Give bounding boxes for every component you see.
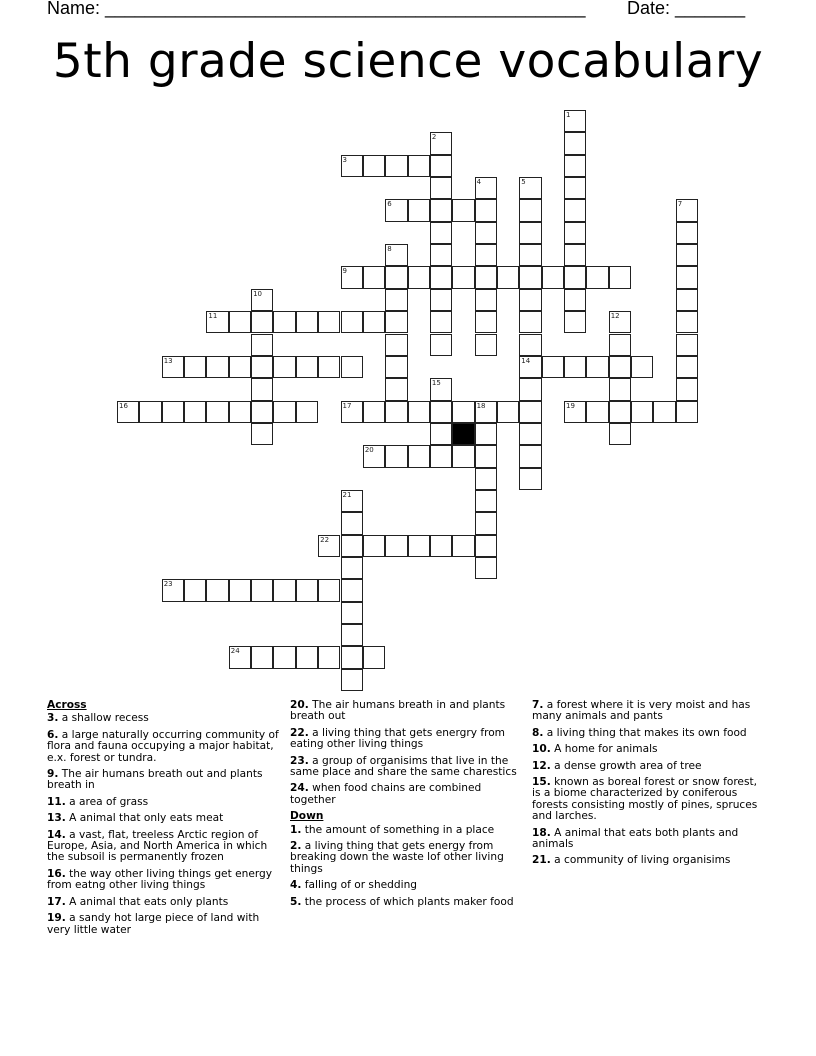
- clue-down-4: 4. falling of or shedding: [290, 879, 418, 892]
- crossword-cell[interactable]: [475, 177, 497, 199]
- crossword-cell[interactable]: [564, 401, 586, 423]
- crossword-cell[interactable]: [296, 311, 318, 333]
- crossword-cell[interactable]: [341, 624, 363, 646]
- crossword-cell[interactable]: [676, 334, 698, 356]
- crossword-cell[interactable]: [408, 401, 430, 423]
- crossword-cell[interactable]: [542, 266, 564, 288]
- crossword-cell[interactable]: [676, 356, 698, 378]
- crossword-cell[interactable]: [206, 311, 228, 333]
- clue-down-15: 15. known as boreal forest or snow forest, is a biome characterized by coniferous forests consisting mostly of pines, spruces and larches.: [532, 776, 758, 823]
- crossword-cell[interactable]: [251, 401, 273, 423]
- crossword-cell[interactable]: [609, 401, 631, 423]
- crossword-cell[interactable]: [251, 579, 273, 601]
- clue-down-8: 8. a living thing that makes its own food: [532, 726, 747, 739]
- crossword-cell[interactable]: [341, 311, 363, 333]
- clue-number: 6: [387, 200, 392, 209]
- clue-number: 21: [342, 490, 352, 499]
- crossword-cell[interactable]: [475, 222, 497, 244]
- crossword-cell[interactable]: [162, 579, 184, 601]
- crossword-cell[interactable]: [385, 401, 407, 423]
- crossword-cell[interactable]: [430, 334, 452, 356]
- clue-across-24: 24. when food chains are combined together: [290, 782, 482, 806]
- clue-number: 22: [320, 535, 330, 544]
- clue-number: 10: [253, 289, 263, 298]
- crossword-cell[interactable]: [475, 266, 497, 288]
- crossword-cell[interactable]: [564, 244, 586, 266]
- crossword-cell[interactable]: [206, 579, 228, 601]
- clue-across-6: 6. a large naturally occurring community of flora and fauna occupying a major habitat, e.x. forest or tundra.: [47, 728, 279, 764]
- crossword-cell[interactable]: [408, 535, 430, 557]
- crossword-cell[interactable]: [586, 356, 608, 378]
- crossword-cell[interactable]: [385, 289, 407, 311]
- crossword-cell[interactable]: [676, 199, 698, 221]
- crossword-cell[interactable]: [586, 401, 608, 423]
- clue-number: 24: [230, 647, 240, 656]
- crossword-cell[interactable]: [676, 244, 698, 266]
- crossword-cell[interactable]: [609, 423, 631, 445]
- crossword-cell[interactable]: [676, 266, 698, 288]
- crossword-cell[interactable]: [676, 289, 698, 311]
- crossword-cell[interactable]: [162, 401, 184, 423]
- clue-across-13: 13. A animal that only eats meat: [47, 812, 224, 825]
- page-title: 5th grade science vocabulary: [52, 34, 764, 89]
- crossword-cell[interactable]: [363, 535, 385, 557]
- crossword-cell[interactable]: [475, 512, 497, 534]
- crossword-cell[interactable]: [273, 356, 295, 378]
- clue-down-10: 10. A home for animals: [532, 743, 658, 756]
- clue-number: 5: [521, 178, 526, 187]
- crossword-cell[interactable]: [452, 445, 474, 467]
- crossword-cell[interactable]: [385, 311, 407, 333]
- clue-number: 4: [476, 178, 482, 187]
- crossword-cell[interactable]: [229, 401, 251, 423]
- clue-across-23: 23. a group of organisims that live in the same place and share the same charestics: [290, 754, 517, 779]
- crossword-cell[interactable]: [430, 266, 452, 288]
- crossword-cell[interactable]: [229, 579, 251, 601]
- crossword-cell[interactable]: [676, 222, 698, 244]
- clue-number: 18: [476, 401, 486, 410]
- crossword-cell[interactable]: [296, 579, 318, 601]
- crossword-cell[interactable]: [519, 289, 541, 311]
- crossword-cell[interactable]: [452, 266, 474, 288]
- down-heading: Down: [290, 810, 324, 823]
- clue-down-5: 5. the process of which plants maker food: [290, 895, 514, 908]
- clue-number: 7: [677, 200, 683, 209]
- crossword-cell[interactable]: [519, 266, 541, 288]
- crossword-cell[interactable]: [341, 266, 363, 288]
- crossword-cell[interactable]: [296, 401, 318, 423]
- crossword-cell[interactable]: [318, 535, 340, 557]
- crossword-cell[interactable]: [229, 646, 251, 668]
- crossword-cell[interactable]: [184, 579, 206, 601]
- crossword-cell[interactable]: [273, 579, 295, 601]
- crossword-cell[interactable]: [542, 356, 564, 378]
- clue-across-17: 17. A animal that eats only plants: [47, 895, 229, 908]
- crossword-cell[interactable]: [519, 468, 541, 490]
- clue-number: 13: [163, 356, 173, 365]
- crossword-cell[interactable]: [497, 266, 519, 288]
- crossword-cell[interactable]: [475, 199, 497, 221]
- crossword-cell[interactable]: [519, 423, 541, 445]
- crossword-cell[interactable]: [408, 266, 430, 288]
- clue-number: 12: [610, 312, 620, 321]
- crossword-cell[interactable]: [452, 199, 474, 221]
- crossword-cell[interactable]: [475, 535, 497, 557]
- crossword-cell[interactable]: [341, 490, 363, 512]
- name-field-label: Name: ________________________________________________: [47, 0, 586, 18]
- crossword-cell[interactable]: [341, 535, 363, 557]
- crossword-cell[interactable]: [408, 199, 430, 221]
- crossword-cell[interactable]: [519, 311, 541, 333]
- crossword-cell[interactable]: [341, 646, 363, 668]
- crossword-cell[interactable]: [430, 378, 452, 400]
- crossword-cell[interactable]: [251, 356, 273, 378]
- crossword-cell[interactable]: [385, 199, 407, 221]
- crossword-cell[interactable]: [385, 244, 407, 266]
- clue-number: 17: [342, 401, 352, 410]
- crossword-cell[interactable]: [631, 356, 653, 378]
- clue-number: 1: [566, 111, 571, 119]
- crossword-cell[interactable]: [475, 445, 497, 467]
- crossword-cell[interactable]: [609, 378, 631, 400]
- crossword-cell[interactable]: [564, 155, 586, 177]
- clue-number: 8: [387, 245, 392, 254]
- crossword-cell[interactable]: [385, 535, 407, 557]
- crossword-cell[interactable]: [408, 445, 430, 467]
- crossword-cell[interactable]: [452, 535, 474, 557]
- crossword-cell[interactable]: [341, 602, 363, 624]
- clue-down-7: 7. a forest where it is very moist and has many animals and pants: [532, 699, 751, 723]
- clues-column-3: [532, 700, 767, 872]
- crossword-cell[interactable]: [341, 356, 363, 378]
- crossword-cell[interactable]: [609, 311, 631, 333]
- clue-number: 20: [364, 446, 374, 455]
- crossword-cell[interactable]: [139, 401, 161, 423]
- crossword-cell[interactable]: [273, 311, 295, 333]
- clue-across-16: 16. the way other living things get energy from eatng other living things: [47, 867, 273, 892]
- crossword-cell[interactable]: [341, 557, 363, 579]
- crossword-cell[interactable]: [676, 378, 698, 400]
- clues-column-1: [47, 700, 282, 941]
- crossword-cell[interactable]: [631, 401, 653, 423]
- crossword-cell[interactable]: [363, 445, 385, 467]
- crossword-cell[interactable]: [475, 423, 497, 445]
- crossword-cell[interactable]: [564, 199, 586, 221]
- clue-number: 11: [208, 312, 218, 321]
- crossword-cell[interactable]: [385, 155, 407, 177]
- crossword-cell[interactable]: [430, 222, 452, 244]
- clue-across-20: 20. The air humans breath in and plants breath out: [290, 699, 506, 723]
- clue-number: 3: [342, 155, 347, 164]
- crossword-cell[interactable]: [430, 132, 452, 154]
- crossword-cell[interactable]: [430, 423, 452, 445]
- crossword-cell[interactable]: [385, 266, 407, 288]
- crossword-cell[interactable]: [430, 289, 452, 311]
- clue-across-9: 9. The air humans breath out and plants breath in: [47, 768, 263, 792]
- crossword-cell[interactable]: [519, 356, 541, 378]
- crossword-cell[interactable]: [609, 356, 631, 378]
- clue-down-18: 18. A animal that eats both plants and animals: [532, 826, 739, 851]
- crossword-cell[interactable]: [318, 646, 340, 668]
- clue-across-11: 11. a area of grass: [47, 795, 149, 808]
- crossword-cell[interactable]: [251, 646, 273, 668]
- crossword-cell[interactable]: [318, 311, 340, 333]
- crossword-cell[interactable]: [430, 401, 452, 423]
- crossword-cell[interactable]: [676, 401, 698, 423]
- crossword-cell[interactable]: [497, 401, 519, 423]
- black-cell: [452, 423, 474, 445]
- clue-number: 15: [431, 379, 441, 388]
- crossword-cell[interactable]: [564, 132, 586, 154]
- crossword-cell[interactable]: [363, 266, 385, 288]
- crossword-cell[interactable]: [452, 401, 474, 423]
- crossword-cell[interactable]: [475, 468, 497, 490]
- crossword-cell[interactable]: [430, 445, 452, 467]
- crossword-cell[interactable]: [475, 401, 497, 423]
- clue-number: 9: [342, 267, 347, 276]
- clue-across-3: 3. a shallow recess: [47, 712, 149, 725]
- crossword-cell[interactable]: [341, 512, 363, 534]
- crossword-cell[interactable]: [296, 356, 318, 378]
- crossword-cell[interactable]: [519, 445, 541, 467]
- crossword-cell[interactable]: [184, 401, 206, 423]
- crossword-cell[interactable]: [385, 356, 407, 378]
- crossword-cell[interactable]: [519, 334, 541, 356]
- crossword-cell[interactable]: [341, 669, 363, 691]
- clue-number: 2: [431, 133, 437, 142]
- crossword-cell[interactable]: [229, 356, 251, 378]
- crossword-cell[interactable]: [184, 356, 206, 378]
- date-field-label: Date: _______: [627, 0, 746, 18]
- crossword-cell[interactable]: [430, 199, 452, 221]
- crossword-cell[interactable]: [206, 401, 228, 423]
- clue-down-1: 1. the amount of something in a place: [290, 823, 495, 836]
- crossword-cell[interactable]: [564, 289, 586, 311]
- crossword-cell[interactable]: [385, 334, 407, 356]
- crossword-cell[interactable]: [162, 356, 184, 378]
- crossword-cell[interactable]: [385, 445, 407, 467]
- clue-number: 14: [521, 356, 531, 365]
- crossword-cell[interactable]: [341, 579, 363, 601]
- clues-column-2: [290, 700, 525, 913]
- crossword-cell[interactable]: [676, 311, 698, 333]
- clue-down-2: 2. a living thing that gets energy from breaking down the waste lof other living things: [290, 840, 504, 875]
- crossword-cell[interactable]: [475, 244, 497, 266]
- crossword-cell[interactable]: [318, 356, 340, 378]
- crossword-cell[interactable]: [251, 334, 273, 356]
- crossword-cell[interactable]: [475, 334, 497, 356]
- crossword-cell[interactable]: [519, 401, 541, 423]
- clue-number: 16: [119, 401, 128, 410]
- crossword-cell[interactable]: [385, 378, 407, 400]
- crossword-cell[interactable]: [363, 155, 385, 177]
- crossword-cell[interactable]: [251, 378, 273, 400]
- clue-across-14: 14. a vast, flat, treeless Arctic region of Europe, Asia, and North America in which the subsoil is permanently frozen: [47, 828, 268, 864]
- crossword-cell[interactable]: [430, 311, 452, 333]
- crossword-cell[interactable]: [363, 401, 385, 423]
- crossword-cell[interactable]: [586, 266, 608, 288]
- crossword-cell[interactable]: [251, 289, 273, 311]
- crossword-cell[interactable]: [430, 177, 452, 199]
- crossword-cell[interactable]: [273, 646, 295, 668]
- crossword-cell[interactable]: [251, 423, 273, 445]
- clue-down-12: 12. a dense growth area of tree: [532, 759, 702, 772]
- crossword-cell[interactable]: [519, 177, 541, 199]
- crossword-cell[interactable]: [251, 311, 273, 333]
- crossword-cell[interactable]: [117, 401, 139, 423]
- crossword-cell[interactable]: [609, 266, 631, 288]
- crossword-cell[interactable]: [519, 378, 541, 400]
- crossword-cell[interactable]: [363, 646, 385, 668]
- clue-number: 23: [163, 580, 173, 589]
- crossword-cell[interactable]: [341, 155, 363, 177]
- clue-across-19: 19. a sandy hot large piece of land with very little water: [47, 912, 260, 936]
- across-heading: Across: [47, 699, 87, 711]
- clue-number: 19: [566, 401, 575, 410]
- crossword-cell[interactable]: [609, 334, 631, 356]
- crossword-cell[interactable]: [653, 401, 675, 423]
- crossword-cell[interactable]: [519, 244, 541, 266]
- crossword-cell[interactable]: [318, 579, 340, 601]
- crossword-cell[interactable]: [341, 401, 363, 423]
- clue-down-21: 21. a community of living organisims: [532, 854, 731, 867]
- crossword-cell[interactable]: [519, 199, 541, 221]
- crossword-cell[interactable]: [564, 110, 586, 132]
- crossword-cell[interactable]: [430, 244, 452, 266]
- crossword-cell[interactable]: [408, 155, 430, 177]
- crossword-cell[interactable]: [363, 311, 385, 333]
- crossword-cell[interactable]: [430, 535, 452, 557]
- clue-across-22: 22. a living thing that gets energry from eating other living things: [290, 726, 505, 751]
- crossword-cell[interactable]: [519, 222, 541, 244]
- crossword-cell[interactable]: [475, 289, 497, 311]
- crossword-cell[interactable]: [273, 401, 295, 423]
- crossword-cell[interactable]: [564, 356, 586, 378]
- crossword-cell[interactable]: [564, 177, 586, 199]
- crossword-cell[interactable]: [229, 311, 251, 333]
- crossword-cell[interactable]: [296, 646, 318, 668]
- crossword-cell[interactable]: [564, 311, 586, 333]
- crossword-cell[interactable]: [430, 155, 452, 177]
- crossword-cell[interactable]: [564, 222, 586, 244]
- crossword-cell[interactable]: [475, 490, 497, 512]
- crossword-cell[interactable]: [206, 356, 228, 378]
- crossword-cell[interactable]: [475, 557, 497, 579]
- crossword-cell[interactable]: [564, 266, 586, 288]
- crossword-cell[interactable]: [475, 311, 497, 333]
